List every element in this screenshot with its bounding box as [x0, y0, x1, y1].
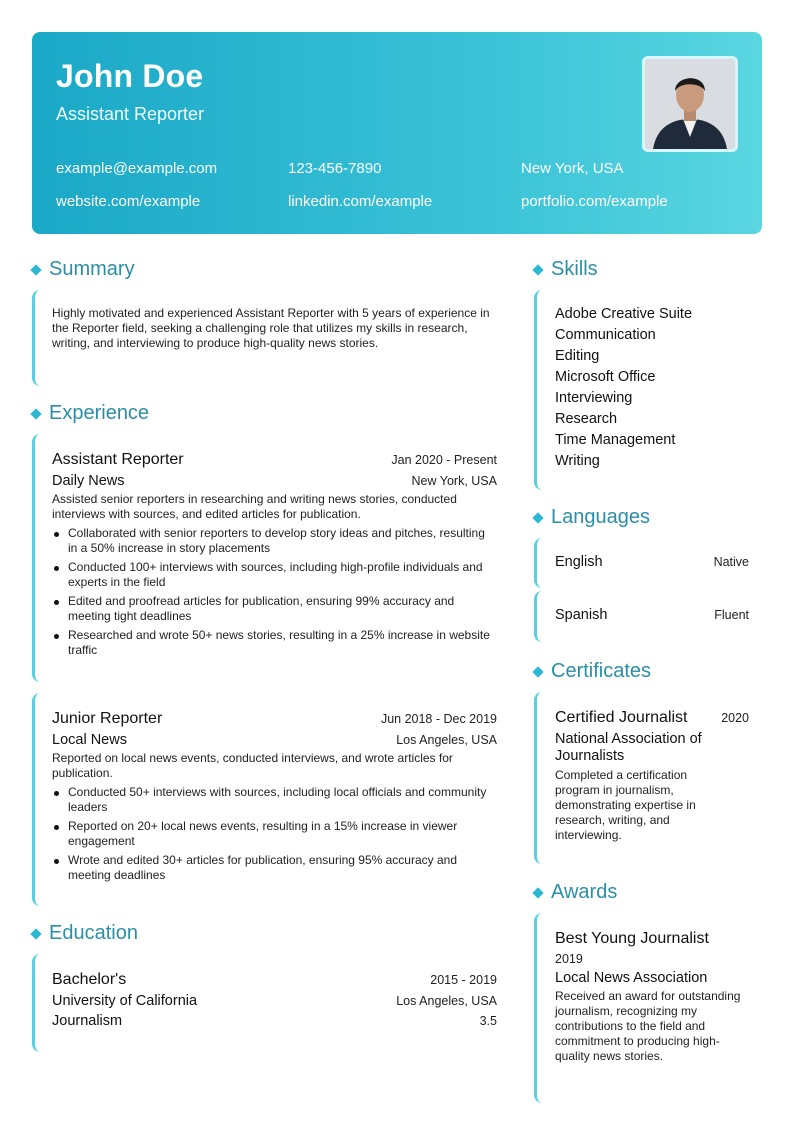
job-description: Reported on local news events, conducted interviews, and wrote articles for publication. [52, 751, 453, 780]
skill-item: Adobe Creative Suite [555, 306, 693, 322]
contact-phone[interactable]: 123-456-7890 [288, 160, 382, 177]
job-dates: Jun 2018 - Dec 2019 [380, 712, 497, 726]
edu-field: Journalism [52, 1013, 123, 1029]
award-year: 2019 [555, 952, 583, 966]
education-entry [32, 954, 498, 1052]
certificate-entry [534, 692, 750, 864]
skills-block [534, 290, 750, 490]
list-item: Conducted 100+ interviews with sources, including high-profile individuals and experts in the field [52, 560, 497, 590]
summary-text: Highly motivated and experienced Assistant Reporter with 5 years of experience in the Reporter field, seeking a challenging role that utilizes my skills in research, writing, and interviewing to produce high-quality news stories. [52, 306, 490, 350]
experience-entry [32, 693, 498, 906]
job-bullets [52, 785, 497, 883]
job-role: Assistant Reporter [52, 451, 184, 468]
contact-portfolio[interactable]: portfolio.com/example [521, 193, 668, 210]
contact-website[interactable]: website.com/example [56, 193, 201, 210]
award-name: Best Young Journalist [555, 930, 709, 947]
language-entry [534, 538, 750, 588]
edu-school: University of California [52, 993, 198, 1009]
skill-item: Time Management [555, 432, 676, 448]
candidate-title: Assistant Reporter [56, 104, 205, 124]
experience-heading [32, 402, 149, 425]
job-dates: Jan 2020 - Present [391, 453, 497, 467]
language-level: Fluent [714, 608, 749, 622]
job-location: Los Angeles, USA [396, 733, 497, 747]
skills-heading [534, 258, 598, 281]
profile-photo-icon [645, 59, 735, 149]
skill-item: Microsoft Office [555, 369, 656, 385]
summary-heading [32, 258, 135, 281]
certificate-description: Completed a certification program in journalism, demonstrating expertise in research, writing, and interviewing. [555, 768, 696, 842]
skill-item: Writing [555, 453, 600, 469]
language-name: Spanish [555, 607, 608, 623]
list-item: Researched and wrote 50+ news stories, resulting in a 25% increase in website traffic [52, 628, 497, 658]
skill-item: Research [555, 411, 618, 427]
resume-header [32, 32, 762, 234]
list-item: Edited and proofread articles for publication, ensuring 99% accuracy and meeting tight deadlines [52, 594, 497, 624]
language-name: English [555, 554, 603, 570]
languages-heading-label: Languages [551, 506, 650, 528]
languages-heading [534, 506, 650, 529]
diamond-icon [532, 512, 543, 523]
skill-item: Interviewing [555, 390, 633, 406]
experience-entry [32, 434, 498, 682]
diamond-icon [30, 264, 41, 275]
awards-heading-label: Awards [551, 881, 618, 903]
diamond-icon [30, 408, 41, 419]
summary-block [32, 290, 498, 386]
award-description: Received an award for outstanding journalism, recognizing my contributions to the field and commitment to producing high-quality news stories. [555, 989, 741, 1063]
list-item: Reported on 20+ local news events, resulting in a 15% increase in viewer engagement [52, 819, 497, 849]
award-issuer: Local News Association [555, 970, 708, 986]
candidate-name: John Doe [56, 58, 204, 94]
edu-dates: 2015 - 2019 [430, 973, 497, 987]
contact-linkedin[interactable]: linkedin.com/example [288, 193, 433, 210]
certificates-heading-label: Certificates [551, 660, 652, 682]
education-heading [32, 922, 138, 945]
diamond-icon [30, 928, 41, 939]
list-item: Conducted 50+ interviews with sources, including local officials and community leaders [52, 785, 497, 815]
job-company: Local News [52, 732, 127, 748]
list-item: Wrote and edited 30+ articles for publication, ensuring 95% accuracy and meeting deadlines [52, 853, 497, 883]
job-description: Assisted senior reporters in researching and writing news stories, conducted interviews with sources, and edited articles for publication. [52, 492, 457, 521]
contact-location: New York, USA [521, 160, 624, 177]
experience-heading-label: Experience [49, 402, 150, 424]
skill-item: Communication [555, 327, 656, 343]
summary-heading-label: Summary [49, 258, 135, 280]
diamond-icon [532, 264, 543, 275]
awards-heading [534, 881, 617, 904]
certificates-heading [534, 660, 651, 683]
edu-gpa: 3.5 [479, 1014, 497, 1028]
education-heading-label: Education [49, 922, 138, 944]
certificate-name: Certified Journalist [555, 709, 688, 726]
diamond-icon [532, 887, 543, 898]
language-entry [534, 591, 750, 642]
skill-item: Editing [555, 348, 600, 364]
edu-degree: Bachelor's [52, 971, 127, 988]
job-bullets [52, 526, 497, 658]
list-item: Collaborated with senior reporters to develop story ideas and pitches, resulting in a 50% increase in story placements [52, 526, 497, 556]
profile-photo [642, 56, 738, 152]
edu-location: Los Angeles, USA [396, 994, 497, 1008]
certificate-issuer: National Association of Journalists [555, 731, 702, 764]
diamond-icon [532, 666, 543, 677]
skills-heading-label: Skills [551, 258, 598, 280]
certificate-year: 2020 [721, 711, 749, 725]
job-location: New York, USA [411, 474, 497, 488]
job-company: Daily News [52, 473, 125, 489]
award-entry [534, 913, 750, 1103]
contact-email[interactable]: example@example.com [56, 160, 218, 177]
job-role: Junior Reporter [52, 710, 163, 727]
language-level: Native [713, 555, 749, 569]
